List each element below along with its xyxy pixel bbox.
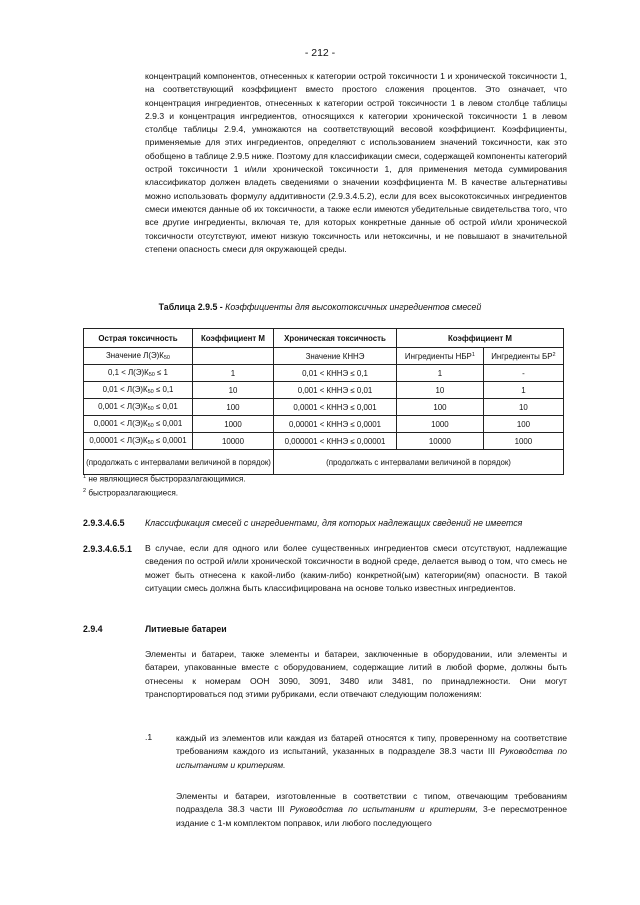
intro-paragraph: концентраций компонентов, отнесенных к категории острой токсичности 1 и хронической токсичности 1, на соответствующий коэффициент вместо простого сложения процентов. Это означает, что концентрация ингредиентов, отнесенных к категории острой токсичности 1 в левом столбце таблицы 2.9.3 и концентрация ингредиентов, относящихся к категории хронической токсичности 1 в левом столбце таблицы 2.9.4, умножаются на соответствующий весовой коэффициент. Коэффициенты, применяемые для этих ингредиентов, определяют с использованием значений токсичности, как это обобщено в таблице 2.9.5 ниже. Поэтому для классификации смеси, содержащей компоненты категорий острой токсичности 1 и/или хронической токсичности 1, для применения метода суммирования классификатор должен владеть сведениями о значении коэффициента М. В качестве альтернативы можно использовать формулу аддитивности (2.9.3.4.5.2), если для всех высокотоксичных ингредиентов смеси имеются данные об их токсичности, а также если имеются убедительные свидетельства того, что все другие ингредиенты, включая те, для которых конкретные данные об острой и/или хронической токсичности отсутствуют, имеют низкую токсичность или нетоксичны, и не повышают в значительной степени опасность смеси для окружающей среды.: [145, 71, 567, 254]
section-title: Классификация смесей с ингредиентами, для которых надлежащих сведений не имеется: [145, 518, 523, 528]
header-chronic: Хроническая токсичность: [274, 329, 397, 348]
table-cell: 10: [483, 399, 563, 416]
table-cell: 10: [397, 382, 484, 399]
section-number: 2.9.4: [83, 624, 103, 634]
table-cell: 0,00001 < КННЭ ≤ 0,0001: [274, 416, 397, 433]
table-cell: 0,01 < КННЭ ≤ 0,1: [274, 365, 397, 382]
footnote-1: $^1$ не являющиеся быстроразлагающимися.: [83, 474, 246, 484]
table-row: [84, 365, 564, 382]
section-paragraph: В случае, если для одного или более существенных ингредиентов смеси отсутствуют, надлежащие сведения по острой и/или хронической токсичности в водной среде, делается вывод о том, что смесь не может быть отнесена к какой-либо (каким-либо) конкретной(ым) категории(ям) опасности. В такой ситуации смесь должна быть классифицирована на основе только известных ингредиентов.: [145, 543, 567, 593]
table-cell: 100: [483, 416, 563, 433]
table-row: [84, 433, 564, 450]
table-cell: 0,001 < КННЭ ≤ 0,01: [274, 382, 397, 399]
table-cell: 0,001 < Л(Э)К50 ≤ 0,01: [84, 399, 193, 416]
table-cell: 1: [193, 365, 274, 382]
header-m-factor-2: Коэффициент М: [397, 329, 564, 348]
table-cell: 1000: [397, 416, 484, 433]
table-continue-row: [84, 450, 564, 475]
table-cell: 0,01 < Л(Э)К50 ≤ 0,1: [84, 382, 193, 399]
section-title: Литиевые батареи: [145, 624, 227, 634]
table-cell: 100: [193, 399, 274, 416]
list-item: каждый из элементов или каждая из батарей относятся к типу, проверенному на соответствие требованиям каждого из испытаний, указанных в подразделе 38.3 части III Руководства по испытаниям и критериям.: [176, 733, 567, 770]
table-cell: 1: [483, 382, 563, 399]
section-paragraph: Элементы и батареи, также элементы и батареи, заключенные в оборудовании, или элементы и батареи, упакованные вместе с оборудованием, содержащие литий в любой форме, должны быть отнесены к номерам ООН 3090, 3091, 3480 или 3481, по принадлежности. Они могут транспортироваться под этими рубриками, если отвечают следующим положениям:: [145, 649, 567, 699]
header-acute: Острая токсичность: [84, 329, 193, 348]
table-cell: 0,0001 < Л(Э)К50 ≤ 0,001: [84, 416, 193, 433]
table-row: [84, 399, 564, 416]
subheader-empty: [193, 348, 274, 365]
section-number: 2.9.3.4.6.5.1: [83, 544, 132, 554]
table-cell: 1000: [193, 416, 274, 433]
table-cell: 0,0001 < КННЭ ≤ 0,001: [274, 399, 397, 416]
table-title: Таблица 2.9.5 - Коэффициенты для высокотоксичных ингредиентов смесей: [158, 302, 482, 312]
table-header-row: [84, 329, 564, 348]
table-row: [84, 382, 564, 399]
footnote-2: $^2$ быстроразлагающиеся.: [83, 488, 179, 498]
list-item-number: .1: [145, 732, 153, 742]
header-m-factor: Коэффициент М: [193, 329, 274, 348]
subheader-chronic-value: Значение КННЭ: [274, 348, 397, 365]
subheader-rd: Ингредиенты $БР^2$: [483, 348, 563, 365]
table-cell: -: [483, 365, 563, 382]
continue-left: (продолжать с интервалами величиной в порядок): [84, 450, 274, 475]
table-cell: 0,1 < Л(Э)К50 ≤ 1: [84, 365, 193, 382]
table-cell: 10: [193, 382, 274, 399]
m-factor-table: [83, 328, 564, 475]
table-cell: 1000: [483, 433, 563, 450]
list-item-paragraph: Элементы и батареи, изготовленные в соответствии с типом, отвечающим требованиям подраздела 38.3 части III Руководства по испытаниям и критериям, 3-е пересмотренное издание с 1-м комплектом поправок, или любого последующего: [176, 791, 567, 828]
subheader-acute-value: Значение Л(Э)К50: [84, 348, 193, 365]
section-number: 2.9.3.4.6.5: [83, 518, 125, 528]
page-number: - 212 -: [304, 47, 336, 59]
table-cell: 10000: [193, 433, 274, 450]
subheader-nrd: Ингредиенты НБР$^1$: [397, 348, 484, 365]
table-row: [84, 416, 564, 433]
table-cell: 100: [397, 399, 484, 416]
table-cell: 0,00001 < Л(Э)К50 ≤ 0,0001: [84, 433, 193, 450]
continue-right: (продолжать с интервалами величиной в порядок): [274, 450, 564, 475]
table-cell: 10000: [397, 433, 484, 450]
table-cell: 1: [397, 365, 484, 382]
table-subheader-row: [84, 348, 564, 365]
table-cell: 0,000001 < КННЭ ≤ 0,00001: [274, 433, 397, 450]
